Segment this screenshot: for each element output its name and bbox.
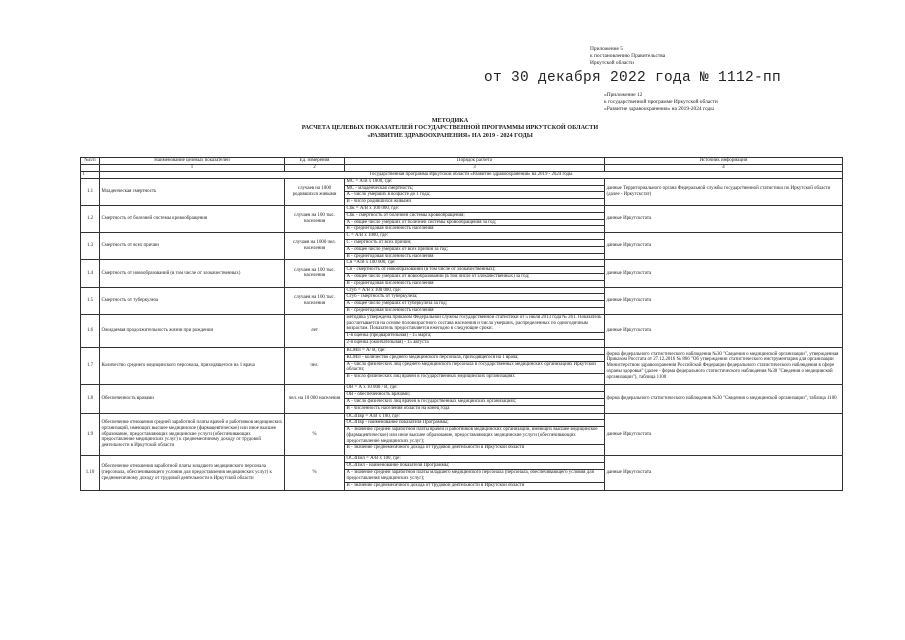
formula-line: ОСЗПмл = А/В х 100, где: [345, 456, 604, 463]
indicator-name: Смертность от туберкулеза [100, 287, 285, 314]
calculation-procedure [345, 413, 605, 456]
formula-line: В - число родившихся живыми [346, 199, 411, 205]
unit-of-measure: случаев на 100 тыс. населения [285, 260, 345, 287]
section-num: 1 [81, 171, 100, 178]
calculation-procedure [345, 233, 605, 260]
information-source: данные Территориального органа Федеральной службы государственной статистики по Иркутской области (далее - Иркутскстат) [605, 178, 843, 205]
calculation-procedure [345, 347, 605, 384]
formula-line: Стуб - смертность от туберкулеза; [345, 294, 604, 301]
table-row [81, 385, 843, 413]
section-row [81, 171, 843, 178]
formula-line: МС = А/В х 1000, где: [345, 179, 604, 186]
formula-line: А - число физических лиц среднего медицинского персонала в государственных медицинских организациях Иркутской области; [345, 362, 604, 375]
calculation-procedure [345, 287, 605, 314]
table-row [81, 178, 843, 205]
row-number: 1.3 [81, 233, 100, 260]
formula-line: В - численность населения области на конец года [346, 405, 450, 411]
col-number: 2 [285, 165, 345, 172]
header-unit: Ед. измерения [285, 158, 345, 165]
formula-line: ОСЗПвр = А/В х 100, где: [345, 414, 604, 421]
section-title: Государственная программа Иркутской области «Развитие здравоохранения» на 2019 - 2024 годы [100, 171, 843, 178]
information-source: форма федерального статистического наблюдения №30 "Сведения о медицинской организации", таблица 1100 [605, 385, 843, 413]
unit-of-measure: случаев на 1000 родившихся живыми [285, 178, 345, 205]
appendix-line: «Приложение 12 [604, 92, 643, 98]
appendix-line: к постановлению Правительства [590, 52, 666, 59]
unit-of-measure: % [285, 456, 345, 490]
formula-line: Сбк - смертность от болезней системы кровообращения; [345, 213, 604, 220]
table-row [81, 233, 843, 260]
indicator-name: Количество среднего медицинского персонала, приходящегося на 1 врача [100, 347, 285, 384]
formula-line: ОСЗПмл - наименование показателя Программы; [345, 463, 604, 470]
unit-of-measure: случаев на 100 тыс. населения [285, 205, 345, 232]
table-row [81, 347, 843, 384]
indicator-name: Смертность от всех причин [100, 233, 285, 260]
information-source: данные Иркутскстата [605, 413, 843, 456]
formula-line: В - среднегодовая численность населения [346, 226, 434, 232]
formula-line: ОВ = А х 10 000 / В, где: [345, 385, 604, 392]
formula-line: А - значение средней заработной платы врачей и работников медицинских организаций, имеющих высшее медицинское (фармацевтическое) или иное высшее образование, предоставляющих медицинские услуги (обеспечивающих предоставление медицинских услуг); [345, 427, 604, 445]
resolution-date-stamp: от 30 декабря 2022 года № 1112-пп [484, 70, 782, 86]
appendix-line: Иркутской области [590, 59, 634, 66]
information-source: данные Иркутскстата [605, 287, 843, 314]
unit-of-measure: чел. [285, 347, 345, 384]
information-source: форма федерального статистического наблюдения №30 "Сведения о медицинской организации", утвержденная Приказом Росстата от 27.12.2016 № 866 "Об утверждении статистического инструментария для организации Министерством здравоохранения Российской Федерации федерального статистического наблюдения в сфере охраны здоровья" (далее - форма федерального статистического наблюдения №30 "Сведения о медицинской организации"), таблица 1100 [605, 347, 843, 384]
formula-line: МС - младенческая смертность; [345, 186, 604, 193]
appendix-12-note [604, 92, 718, 112]
formula-line: В - значение среднемесячного дохода от трудовой деятельности в Иркутской области [346, 482, 525, 488]
row-number: 1.10 [81, 456, 100, 490]
formula-line: А - общее число умерших от туберкулеза за год; [345, 301, 604, 308]
formula-line: 1-я оценка (предварительная) - 15 марта; [345, 333, 604, 340]
row-number: 1.4 [81, 260, 100, 287]
unit-of-measure: лет [285, 314, 345, 347]
row-number: 1.9 [81, 413, 100, 456]
table-row [81, 260, 843, 287]
indicator-name: Обеспечение отношения средней заработной платы врачей и работников медицинских организаций, имеющих высшее медицинское (фармацевтическое) или иное высшее образование, предоставляющих медицинские услуги (обеспечивающих предоставление медицинских услуг) к среднемесячному доходу от трудовой деятельности в Иркутской области [100, 413, 285, 456]
col-number: 1 [100, 165, 285, 172]
header-name: Наименование целевых показателей [100, 158, 285, 165]
calculation-procedure [345, 314, 605, 347]
formula-line: В - среднегодовая численность населения [346, 280, 434, 286]
appendix-note [590, 46, 665, 66]
information-source: данные Иркутскстата [605, 205, 843, 232]
indicator-name: Смертность от болезней системы кровообращения [100, 205, 285, 232]
calculation-procedure [345, 385, 605, 413]
appendix-line: к государственной программе Иркутской области [604, 98, 718, 105]
formula-line: ОСЗПвр - наименование показателя Программы; [345, 420, 604, 427]
formula-line: В - среднегодовая численность населения [346, 307, 434, 313]
indicator-name: Смертность от новообразований (в том числе от злокачественных) [100, 260, 285, 287]
header-source: Источник информации [605, 158, 843, 165]
formula-line: КСМП = А/ В, где: [345, 348, 604, 355]
formula-line: С = А/В х 1000, где: [345, 233, 604, 240]
formula-line: В - среднегодовая численность населения [346, 253, 434, 259]
formula-line: Стуб = А/В х 100 000, где: [345, 288, 604, 295]
information-source: данные Иркутскстата [605, 314, 843, 347]
formula-line: А - общее число умерших от новообразований (в том числе от злокачественных) за год; [345, 274, 604, 281]
calculation-procedure [345, 456, 605, 490]
document-title [200, 117, 700, 139]
header-formula: Порядок расчета [345, 158, 605, 165]
table-row [81, 205, 843, 232]
formula-line: Сбк = А/В х 100 000, где: [345, 206, 604, 213]
row-number: 1.8 [81, 385, 100, 413]
col-number [81, 165, 100, 172]
row-number: 1.5 [81, 287, 100, 314]
indicators-table [80, 157, 843, 491]
column-numbers-row [81, 165, 843, 172]
formula-line: В - число физических лиц врачей в государственных медицинских организациях [346, 374, 515, 380]
title-line: РАСЧЕТА ЦЕЛЕВЫХ ПОКАЗАТЕЛЕЙ ГОСУДАРСТВЕННОЙ ПРОГРАММЫ ИРКУТСКОЙ ОБЛАСТИ [301, 124, 599, 132]
formula-line: А - значение средней заработной платы младшего медицинского персонала (персонала, обеспечивающего условия для предоставления медицинских услуг); [345, 470, 604, 483]
unit-of-measure: чел. на 10 000 населения [285, 385, 345, 413]
formula-line: КСМП - количество среднего медицинского персонала, приходящегося на 1 врача; [345, 355, 604, 362]
information-source: данные Иркутскстата [605, 456, 843, 490]
table-row [81, 456, 843, 490]
formula-line: 2-я оценка (окончательная) - 15 августа [346, 339, 429, 345]
table-row [81, 413, 843, 456]
title-line: МЕТОДИКА [431, 117, 469, 124]
unit-of-measure: случаев на 100 тыс. населения [285, 287, 345, 314]
formula-line: Сн =А/В х 100 000, где: [345, 260, 604, 267]
calculation-procedure [345, 205, 605, 232]
row-number: 1.6 [81, 314, 100, 347]
formula-line: ОВ - обеспеченность врачами; [345, 392, 604, 399]
unit-of-measure: случаев на 1000 чел. населения [285, 233, 345, 260]
formula-line: В - значение среднемесячного дохода от трудовой деятельности в Иркутской области [346, 445, 525, 451]
title-line: «РАЗВИТИЕ ЗДРАВООХРАНЕНИЯ» НА 2019 - 2024 ГОДЫ [367, 131, 533, 139]
formula-line: А - общее число умерших от всех причин за год; [345, 247, 604, 254]
formula-line: С - смертность от всех причин; [345, 240, 604, 247]
col-number: 4 [605, 165, 843, 172]
unit-of-measure: % [285, 413, 345, 456]
formula-line: Сн - смертность от новообразований (в том числе от злокачественных); [345, 267, 604, 274]
indicator-name: Обеспечение отношения заработной платы младшего медицинского персонала (персонала, обеспечивающего условия для предоставления медицинских услуг) к среднемесячному доходу от трудовой деятельности в Иркутской области [100, 456, 285, 490]
indicator-name: Младенческая смертность [100, 178, 285, 205]
appendix-line: «Развитие здравоохранения» на 2019-2024 годы [604, 105, 714, 112]
appendix-line: Приложение 5 [590, 46, 623, 52]
row-number: 1.7 [81, 347, 100, 384]
formula-line: А - число физических лиц врачей в государственных медицинских организациях; [345, 399, 604, 406]
information-source: данные Иркутскстата [605, 260, 843, 287]
calculation-procedure [345, 260, 605, 287]
table-row [81, 287, 843, 314]
information-source: данные Иркутскстата [605, 233, 843, 260]
table-row [81, 314, 843, 347]
formula-line: А - общее число умерших от болезней системы кровообращения за год; [345, 220, 604, 227]
row-number: 1.1 [81, 178, 100, 205]
indicator-name: Ожидаемая продолжительность жизни при рождении [100, 314, 285, 347]
calculation-procedure [345, 178, 605, 205]
col-number: 3 [345, 165, 605, 172]
header-num: №п/п [81, 158, 100, 165]
formula-line: А - число умерших в возрасте до 1 года; [345, 192, 604, 199]
row-number: 1.2 [81, 205, 100, 232]
formula-line: методика утверждена приказом Федеральной службы государственной статистики от 5 июля 2013 года № 261. Показатель рассчитывается на основе половозрастного состава населения и числа умерших, распределенных по одногодичным возрастам. Показатель предоставляется ежегодно в следующие сроки: [345, 315, 604, 333]
indicator-name: Обеспеченность врачами [100, 385, 285, 413]
